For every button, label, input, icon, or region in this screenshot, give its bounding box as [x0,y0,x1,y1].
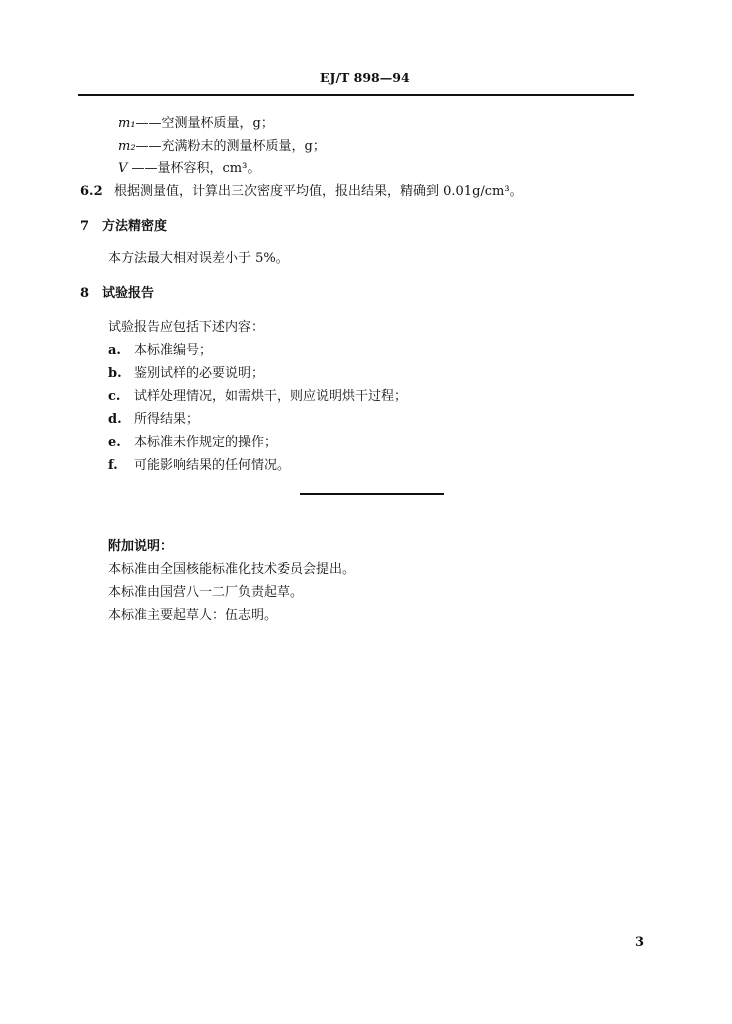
list-item [108,385,407,404]
item-text: 所得结果； [134,412,200,427]
item-text: 可能影响结果的任何情况。 [134,458,291,473]
definition-dash: —— [135,139,162,154]
additional-note-line: 本标准由国营八一二厂负责起草。 [108,585,304,600]
definition-text: 空测量杯质量，g； [161,116,274,131]
page-number: 3 [635,935,645,950]
symbol-m2: m₂ [118,139,136,154]
definition-dash: —— [135,116,162,131]
section-7-body: 本方法最大相对误差小于 5%。 [108,251,289,266]
clause-text: 根据测量值，计算出三次密度平均值，报出结果，精确到 0.01g/cm³。 [114,184,523,199]
definition-m1 [118,112,274,131]
item-label: e. [108,435,121,450]
item-label: a. [108,343,121,358]
list-item [108,362,264,381]
symbol-m1: m₁ [118,116,136,131]
definition-dash: —— [131,161,158,176]
symbol-v: V [118,161,128,176]
report-intro: 试验报告应包括下述内容： [108,320,265,335]
item-label: d. [108,412,122,427]
section-8-heading [80,282,154,301]
list-item [108,408,199,427]
item-text: 试样处理情况，如需烘干，则应说明烘干过程； [134,389,408,404]
item-text: 鉴别试样的必要说明； [134,366,265,381]
item-label: b. [108,366,122,381]
list-item [108,454,290,473]
section-number: 8 [80,286,90,301]
definition-v [118,157,260,176]
standard-code-header: EJ/T 898—94 [320,70,410,85]
item-label: f. [108,458,118,473]
item-text: 本标准编号； [134,343,213,358]
list-item [108,431,277,450]
end-of-text-rule [300,493,444,495]
clause-6-2 [80,180,523,199]
section-7-heading [80,215,167,234]
item-label: c. [108,389,121,404]
additional-note-line: 本标准主要起草人：伍志明。 [108,608,278,623]
section-number: 7 [80,219,90,234]
definition-text: 量杯容积，cm³。 [157,161,261,176]
list-item [108,339,212,358]
additional-notes-title: 附加说明： [108,539,174,554]
section-title: 方法精密度 [102,219,168,234]
item-text: 本标准未作规定的操作； [134,435,278,450]
section-title: 试验报告 [102,286,155,301]
definition-text: 充满粉末的测量杯质量，g； [161,139,326,154]
definition-m2 [118,135,326,154]
clause-number: 6.2 [80,184,103,199]
additional-note-line: 本标准由全国核能标准化技术委员会提出。 [108,562,356,577]
header-rule [78,94,634,96]
